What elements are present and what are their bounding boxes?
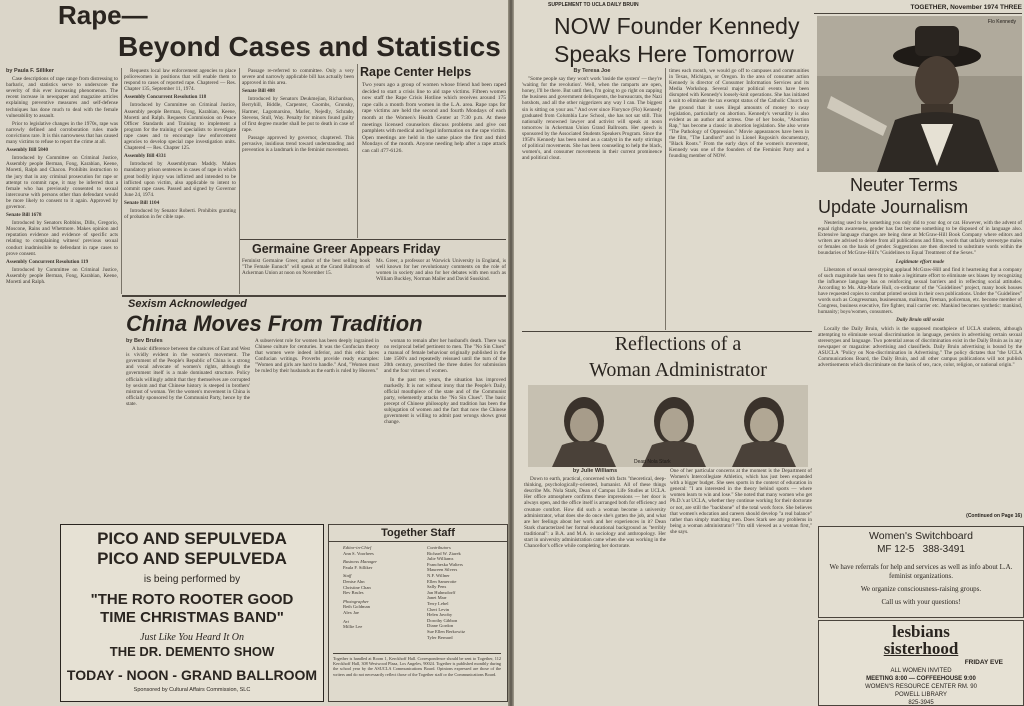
staff-entry: Christine Chan [343,584,371,590]
pico-ad-band-name: "THE ROTO ROOTER GOOD TIME CHRISTMAS BAND" [90,591,294,626]
neuter-subhead-1: Legitimate effort made [895,258,945,265]
pico-ad-show-name: THE DR. DEMENTO SHOW [109,644,275,659]
rape-article-col1 [6,68,118,483]
kennedy-byline: By Teresa Joe [573,68,611,74]
china-col3-para-1: woman to remain after her husband's death. There was no reciprocal belief pertinent to men. The "No Sin Clues" a manual of female behaviour originally published in the late 1500's and repeatedly reissued until the turn of the 20th century, prescribed the three duties for submission and the four virtues of women. [384,338,506,375]
rape-headline-line1: Rape— [58,0,148,30]
sisterhood-title: sisterhood [883,639,959,658]
rape-center-headline: Rape Center Helps [360,65,472,79]
right-newspaper-page [514,0,1024,706]
kennedy-col1-para: "Some people say they won't work 'inside the system' — they're 'waiting for the revolution'. Well, when the ramparts are open, honey, I'll be there. But until then, I'm going to go right on zapping the business and government delinquents, the bureaucrats, the Nazi hotshots, and all the other niggerizers any way I can. The biggest sin is sitting on your ass." And over since Florynce (Flo) Kennedy graduated from Columbia Law School, she has not sat still. This nationally renowned lawyer and activist will speak at noon tomorrow in Ackerman Union Grand Ballroom. Her speech is sponsored by the Associated Students Speakers Program. Since the 1950's Kennedy has been noted as a catalyst in the early stirrings of political movements. She has been counseling to help the black, women's, and consumer movements in their current prominence and political clout. [522,76,662,162]
masthead-supplement: SUPPLEMENT TO UCLA DAILY BRUIN [548,2,639,8]
rape-center-body: Two years ago a group of women whose friend had been raped decided to start a crisis line to aid rape victims. Fifteen women now staff the Rape Crisis Hotline which receives around 175 rape calls a month from women in the L.A. area. Rape raps for rape victims are held the second and fourth Mondays of each month at the Women's Health Center at 7:30 p.m. At these meetings licensed counselors discuss problems and give out pamphlets with medical and legal information on the rape victim. Open meetings are held in the same place the first and third Mondays of the month. Anyone needing help after a rape attack can call 477-6126. [362,82,506,154]
pico-ad-title-2: PICO AND SEPULVEDA [97,549,287,568]
staff-entry: Paula F. Silliker [343,564,373,570]
rape-article-col2 [124,68,236,294]
staff-entry: Art [343,618,349,624]
staff-entry: Contributors [427,545,451,550]
rape-col2-para-4: Introduced by Senator Roberti. Prohibits granting of probation in fer cible rape. [124,207,236,221]
lesbians-location: WOMEN'S RESOURCE CENTER RM. 90 [865,684,977,690]
rape-col3-subhead-1: Senate Bill 408 [242,88,275,95]
portrait-illustration [817,16,1022,172]
switchboard-line-3: Call us with your questions! [881,598,961,606]
switchboard-line-1: We have referrals for help and services as well as info about L.A. feminist organizations. [829,563,1013,580]
staff-entry: Beth Goldman [343,604,370,610]
staff-entry: N.F. Willner [427,572,450,578]
lesbians-sisterhood-ad [818,620,1024,706]
reflections-col1-para: Down to earth, practical, concerned with facts "theoretical, deep-thinking, psychologically-oriented, humanist. All of these things describe Ms. Nola Stark, Dean of Campus Life Studies at UCLA. Her office atmosphere confirms these impressions — her door is always open, and the office itself is arranged both for efficiency and creature comfort. How did such a woman become a university administrator, what does she do once she's gotten the job, and what are her feelings about her work and her experiences in it? Dean Stark characterized her formal educational background as "terribly traditional": a B.A. and M.A. in sociology and anthropology. Her start in university administration came when she was working in the Chancellor's office while completing her doctorate. [524,476,666,550]
rape-col1-para-4: Introduced by Senators Robbins, Dills, Gregorio, Moscone, Rains and Whetmore. Makes opinion and reputation evidence and evidence of specific acts relating to complaining witness' previous sexual conduct inadmissible to defendant in rape cases to prove consent. [6,220,118,257]
china-col3-para-2: In the past ten years, the situation has improved markedly. It is not without irony that the People's Daily, official mouthpiece of the state and of the Communist party, vehemently attacks the "No Sin Clues". The basic precept of Chinese philosophy and tradition has been the subjugation of women and the fact that now the Chinese government is willing to admit past wrongs shows great change. [384,376,506,426]
rape-col2-subhead-2: Assembly Bill 4331 [124,153,167,160]
reflections-col1 [524,468,666,704]
switchboard-line-2: We organize consciousness-raising groups. [860,585,982,593]
staff-entry: Cheri Levin [427,606,450,612]
neuter-subhead-2: Daily Bruin still sexist [896,317,944,324]
rape-col1-para-5: Introduced by Committee on Criminal Justice, Assembly people Berman, Fong, Karabian, Keene, Moretti and Ralph. [6,266,118,285]
folio-rule [814,13,1022,14]
rape-col2-subhead-3: Senate Bill 1104 [124,199,160,206]
staff-list-right [427,545,503,640]
neuter-headline-line2: Update Journalism [818,197,969,217]
together-staff-box [328,524,508,702]
staff-entry: Sally Pens [427,584,447,590]
rape-col3-para-3: Passage approved by governor, chaptered. This pervasive, insidious trend toward understanding and prevention is a landmark in the feminist movement. [242,134,354,154]
column-divider [239,68,240,294]
lesbians-all-invited: ALL WOMEN INVITED [890,668,952,674]
reflections-headline-line2: Woman Administrator [589,359,767,381]
kennedy-headline-line1: NOW Founder Kennedy [554,13,800,39]
staff-box-footer: Together is handled at Room 1, Kerckhoff Hall. Correspondence should be sent to Together, 112 Kerckhoff Hall, 308 Westwood Plaza, Los Angeles, 90024. Together is published monthly during the school year by the ASUCLA Communications Board. Opinions expressed are those of the writers and do not necessarily reflect those of the Together staff or the Communications Board. [333,653,501,702]
rape-col1-subhead-1: Assembly Bill 5840 [6,147,49,154]
staff-entry: Richard W. Ziarek [427,550,461,556]
pico-ad-time-place: TODAY - NOON - GRAND BALLROOM [66,667,318,683]
column-divider [121,68,122,294]
left-newspaper-page [0,0,508,706]
pico-ad-heard-on: Just Like You Heard It On [140,632,244,643]
staff-entry: Denise Ahn [343,578,365,584]
lesbians-meeting-times: MEETING 8:00 — COFFEEHOUSE 9:00 [866,676,976,682]
staff-box-title: Together Staff [329,525,507,542]
womens-switchboard-ad [818,526,1024,618]
neuter-para-1: Neutering used to be something you only did to your dog or cat. However, with the advent of equal rights awareness, gender has fast become something to be disposed of in language also. Extensive language changes are being done at McGraw-Hill Book Company where editors and writers are advised to delete from all publications and films, words that unfairly stereotype males or females on the basis of gender. Suggestions are then directed to substitute words within the boundaries of McGraw-Hill's "Guidelines to Equal Treatment of the Sexes." [818,220,1022,257]
pico-ad-sponsor: Sponsored by Cultural Affairs Commission, SLC [133,687,251,693]
staff-entry: Staff [343,573,352,579]
neuter-continued: (Continued on Page 16) [966,513,1022,519]
staff-entry: Editor-in-Chief [343,545,372,550]
staff-entry: Jan Huhnsdorff [427,589,456,595]
staff-entry: Maureen Silvers [427,567,458,573]
column-divider [665,68,666,330]
staff-entry: Helen Javoby [427,612,453,618]
rape-col2-para-2: Introduced by Committee on Criminal Justice, Assembly people Berman, Fong, Karabian, Keene, Moretti and Ralph. Requests Commission on Peace Officer Standards and Training to implement a program for the training of specialists to investigate rape cases and to encourage law enforcement agencies to develop special rape investigation units. Chaptered — Res. Chapter 125. [124,102,236,152]
staff-entry: Millie Lee [343,624,363,630]
reflections-headline-line1: Reflections of a [614,333,742,355]
kennedy-headline-line2: Speaks Here Tomorrow [554,41,794,67]
lesbians-phone: 825-3945 [908,700,934,706]
china-headline: China Moves From Tradition [126,311,423,336]
rape-col2-para-3: Introduced by Assemblyman Maddy. Makes mandatory prison sentences in cases of rape in which great bodily injury was inflicted and intended to be inflicted upon victim, also applicable to intent to commit rape cases. Passed and signed by Governor June 24, 1974. [124,161,236,198]
lesbians-event-day: FRIDAY EVE [964,659,1003,666]
rape-col1-para-2: Prior to legislative changes in the 1970s, rape was narrowly defined and corroboration rules made convictions rare. It is this narrowness that has caused many victims to refuse to report the crime at all. [6,120,118,146]
staff-entry: Photographer [343,598,369,604]
staff-entry: Terry Lebel [427,600,449,606]
rape-col1-para-1: Case descriptions of rape range from distressing to barbaric, and statistics serve to underscore the severity of this ever increasing phenomenon. The recent increase in newspaper and magazine articles explaining preventive measures and self-defense techniques has done much to deal with the female vulnerability to assault. [6,76,118,119]
staff-entry: Bev Brules [343,590,364,596]
folio-line: TOGETHER, November 1974 THREE [910,4,1022,11]
neuter-body [818,220,1022,510]
pico-ad-performed-by: is being performed by [143,574,241,585]
rape-col2-para-1: Requests local law enforcement agencies to place policewomen in positions that will enable them to respond to cases of reported rape. Chaptered — Res. Chapter 135, September 11, 1974. [124,68,236,93]
lesbians-library: POWELL LIBRARY [894,692,948,698]
switchboard-title: Women's Switchboard [869,530,973,542]
china-col2: A subservient role for women has been deeply ingrained in Chinese culture for centuries. It was the Confucian theory that women were indeed inferior, and this ethic laces Confucian writings. Proverbs provide ready examples: "Women and girls are hard to handle." And, "Women must be ruled by their husbands as the earth is ruled by Heaven." [255,338,379,375]
switchboard-hours-phone: MF 12-5 388-3491 [877,544,965,555]
rape-col1-subhead-2: Senate Bill 1678 [6,212,42,219]
staff-entry: Julie Williams [427,556,454,562]
column-divider [357,64,358,238]
china-col1-para-1: A basic difference between the cultures of East and West is vividly evident in the women's movement. The government of the People's Republic of China is a strong and vocal advocate of women's rights, although the government itself is a male dominated structure. Policy officials willingly admit that they themselves are corrupted by sexism and that Chinese history is steeped in brothers' mistrust of woman. Yet the women's movement in China is officially sponsored by the Communist Party, hence by the state. [126,346,250,407]
rape-col3-para-1: Passage re-referred to committee. Only a very severe and narrowly applicable bill has actually been approved in this area. [242,68,354,87]
staff-entry: Diane Gordon [427,623,454,629]
rape-col3-para-2: Introduced by Senators Deukmejian, Richardson, Berryhill, Biddle, Carpenter, Coombs, Grunsky, Harmer, Lagomarsino, Marler, Nejedly, Schrade, Stevens, Stull, Way. Penalty for minors found guilty of first degree murder shall be put to death in case of rape. [242,96,354,133]
neuter-para-3: Locally the Daily Bruin, which is the supposed mouthpiece of UCLA students, although attempting to eliminate sexual discrimination in language, persists in advertising certain sexual stereotypes and language. Two potential areas of discrimination exist in the Daily Bruin as in any newspaper or magazine: advertising and classifieds. Daily Bruin advertising is bound by the ASUCLA "Policy on Non-discrimination in Advertising." The policy dictates that "the UCLA Communications Board, the Daily Bruin, and all other campus publications will not publish advertisements which discriminate on the basis of sex, race, color, religion, or national origin." [818,325,1022,369]
kennedy-col1 [522,68,662,330]
china-col3 [384,338,506,518]
staff-entry: Janet Marr [427,595,447,601]
rape-col1-para-3: Introduced by Committee on Criminal Justice, Assembly people Berman, Fong, Karabian, Keene, Moretti, Ralph and Chacon. Prohibits instruction to the jury that in any criminal prosecution for rape or attempt to commit rape, it may be inferred that a female who has previously consented to sexual intercourse with persons other than defendant would be more likely to consent to it again. Approved by governor. [6,155,118,210]
reflections-col2: One of her particular concerns at the moment is the Department of Women's Intercollegiate Athletics, which has just been expanded with a bigger budget. She sees sports in the context of education in general: "I am interested in the theory behind sports — where women learn to win and lose." She noted that many women who get Ph.D.'s at UCLA, whether they continue working for their doctorate or not, are still the "backbone" of the total work force. She believes that women's education and careers should develop "a real balance" rather than simply matching men. Does Stark see any problems in being a woman administrator? "I'm still viewed as a woman first," she says. [670,468,812,535]
reflections-byline: by Julie Williams [572,468,618,474]
greer-col1: Feminist Germaine Greer, author of the best selling book "The Female Eunuch" will speak at the Grand Ballroom of Ackerman Union at noon on November 15. [242,258,370,277]
pico-ad-title-1: PICO AND SEPULVEDA [97,529,287,548]
greer-headline: Germaine Greer Appears Friday [252,242,441,256]
kennedy-col2: times each month, we would go off to campuses and communities in Texas, Michigan, or Oregon. In the area of consumer action Kennedy is director of Consumer Information Services and its Media Workshop. Several major political events have been disrupted with Kennedy's loosely-knit operations. She has initiated a suit to eliminate the tax exempt status of the Catholic Church on the ground that it uses illegal amounts of money to sway legislation, particularly on abortion. Kennedy's versatility is also evident as an author and actress. One of her books, "Abortion Rap," has become a classic in abortion legislation. She also wrote "The Pathology of Oppression." Movie appearances have been in the film, "The Landlord" and in Lionel Rogosin's documentary, "Black Roots." From the early days of the women's movement, Kennedy was one of the founders of the Feminist Party and a founding member of NOW. [669,68,809,160]
rape-headline-line2: Beyond Cases and Statistics [118,31,501,62]
staff-entry: Sue Ellen Berkowitz [427,628,466,634]
staff-list-left [343,545,413,630]
staff-entry: Business Manager [343,559,378,565]
neuter-para-2: Liberators of sexual stereotyping applaud McGraw-Hill and find it heartening that a company of such magnitude has seen fit to make a legitimate effort to eliminate sex biases by recognizing the influence language has on reinforcing sexual barriers and in reflecting social attitudes. According to Ms. Alta-Marie Hull, co-ordinator of the "Guidelines" project, many book houses have requested copies to combat printed sexism in their own publications. Under the "Guidelines" words such as Congressman, businessman, mailman, fireman, policeman, etc. become member of Congress, business executive, fire fighter, mail carrier etc. Mankind becomes synthetic: mankind, humanity; boys/women, consumers. [818,266,1022,316]
dean-stark-photo-strip [528,385,808,467]
staff-entry: Francheska Walters [427,561,463,567]
staff-entry: Tyler Bernard [427,634,453,640]
section-rule [240,239,506,240]
photo-label-dean: Dean Nola Stark [634,459,671,465]
greer-col2: Ms. Greer, a professor at Warwick University in England, is well known for her revolutionary comments on the role of women in society and also for her debates with men such as William Buckley, Norman Mailer and David Susskind. [376,258,506,283]
staff-entry: Ann S. Voorhees [343,550,374,556]
rape-article-col3 [242,68,354,238]
china-kicker: Sexism Acknowledged [128,298,247,310]
flo-kennedy-photo [817,16,1022,172]
pico-sepulveda-concert-ad [60,524,324,702]
rape-col1-subhead-3: Assembly Concurrent Resolution 119 [6,258,89,265]
china-col1 [126,338,250,518]
rape-col2-subhead-1: Assembly Concurrent Resolution 118 [124,94,207,101]
photo-sequence-illustration [528,385,808,467]
rape-byline: by Paula F. Silliker [6,68,54,74]
neuter-headline-line1: Neuter Terms [850,175,958,195]
lesbians-title: lesbians [892,622,950,641]
staff-entry: Ellen Samerotte [427,578,457,584]
china-byline: by Bev Brules [126,338,163,344]
staff-entry: Alex Jae [343,609,359,615]
staff-entry: Dorothy Gibbon [427,617,458,623]
photo-caption: Flo Kennedy [987,19,1016,25]
